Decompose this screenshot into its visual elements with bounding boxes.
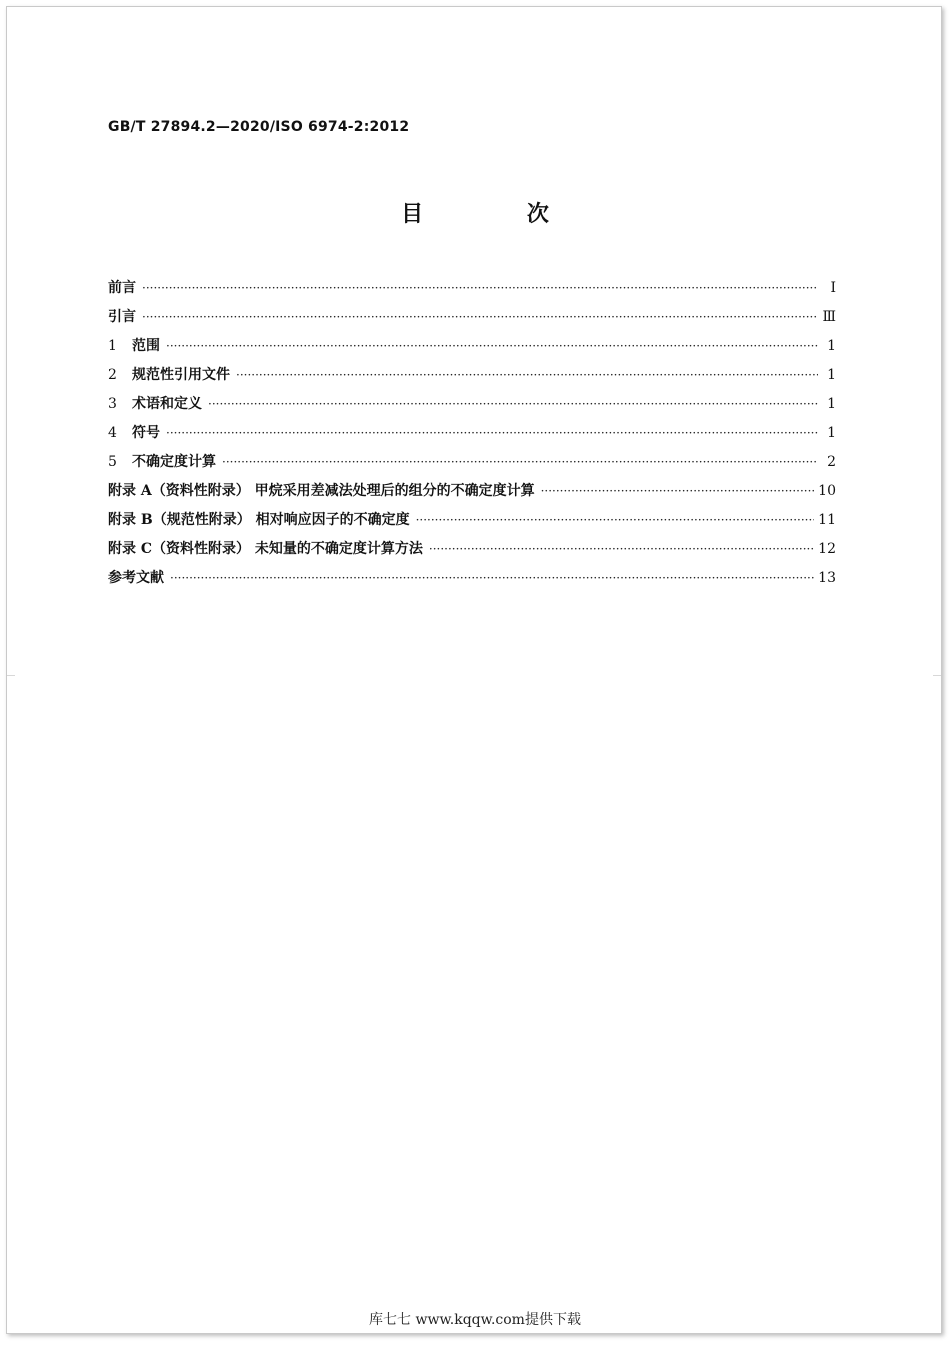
toc-entry-label: 附录 A（资料性附录） 甲烷采用差减法处理后的组分的不确定度计算 (108, 483, 535, 499)
toc-entry-number: 2 (108, 367, 117, 383)
toc-entry-page: 1 (827, 396, 836, 412)
download-source-footer: 库七七 www.kqqw.com提供下载 (369, 1312, 581, 1328)
standard-number: GB/T 27894.2—2020/ISO 6974-2:2012 (108, 119, 410, 135)
toc-entry-label: 3 术语和定义 (108, 390, 202, 419)
toc-entry-label: 1 范围 (108, 332, 160, 361)
toc-entry[interactable] (108, 448, 836, 477)
toc-entry[interactable] (108, 274, 836, 303)
toc-entry-label: 4 符号 (108, 419, 160, 448)
toc-entry-page: 2 (827, 454, 836, 470)
toc-entry[interactable] (108, 303, 836, 332)
page-fold-mark-right (933, 675, 941, 676)
toc-dot-leader (222, 448, 818, 477)
toc-entry-number: 1 (108, 338, 117, 354)
toc-entry[interactable] (108, 419, 836, 448)
toc-entry-number: 5 (108, 454, 117, 470)
toc-entry-page: 1 (827, 367, 836, 383)
toc-entry-label: 附录 C（资料性附录） 未知量的不确定度计算方法 (108, 541, 423, 557)
toc-entry-number: 4 (108, 425, 117, 441)
toc-entry-label: 附录 B（规范性附录） 相对响应因子的不确定度 (108, 512, 410, 528)
toc-dot-leader (142, 274, 818, 303)
toc-dot-leader (166, 419, 818, 448)
table-of-contents (108, 274, 836, 593)
toc-entry-label: 前言 (108, 280, 136, 296)
toc-entry-label: 2 规范性引用文件 (108, 361, 230, 390)
document-page (6, 6, 942, 1334)
toc-entry[interactable] (108, 564, 836, 593)
toc-title: 目 次 (401, 202, 597, 227)
toc-dot-leader (208, 390, 818, 419)
toc-entry-page: 13 (818, 570, 836, 586)
toc-entry[interactable] (108, 332, 836, 361)
toc-entry[interactable] (108, 506, 836, 535)
toc-entry-page: Ⅲ (822, 309, 836, 325)
toc-dot-leader (166, 332, 818, 361)
toc-entry-page: 1 (827, 425, 836, 441)
toc-dot-leader (416, 506, 815, 535)
toc-entry-label: 引言 (108, 309, 136, 325)
toc-dot-leader (429, 535, 814, 564)
toc-entry-label: 5 不确定度计算 (108, 448, 216, 477)
toc-entry-page: 11 (818, 512, 836, 528)
toc-entry[interactable] (108, 477, 836, 506)
toc-entry-label: 参考文献 (108, 570, 164, 586)
toc-dot-leader (142, 303, 818, 332)
toc-entry[interactable] (108, 390, 836, 419)
toc-dot-leader (541, 477, 815, 506)
toc-entry-number: 3 (108, 396, 117, 412)
page-fold-mark-left (7, 675, 15, 676)
toc-entry-page: 10 (818, 483, 836, 499)
toc-dot-leader (170, 564, 814, 593)
toc-dot-leader (236, 361, 818, 390)
toc-entry[interactable] (108, 361, 836, 390)
toc-entry[interactable] (108, 535, 836, 564)
toc-entry-page: 12 (818, 541, 836, 557)
toc-entry-page: 1 (827, 338, 836, 354)
toc-entry-page: Ⅰ (830, 280, 836, 296)
